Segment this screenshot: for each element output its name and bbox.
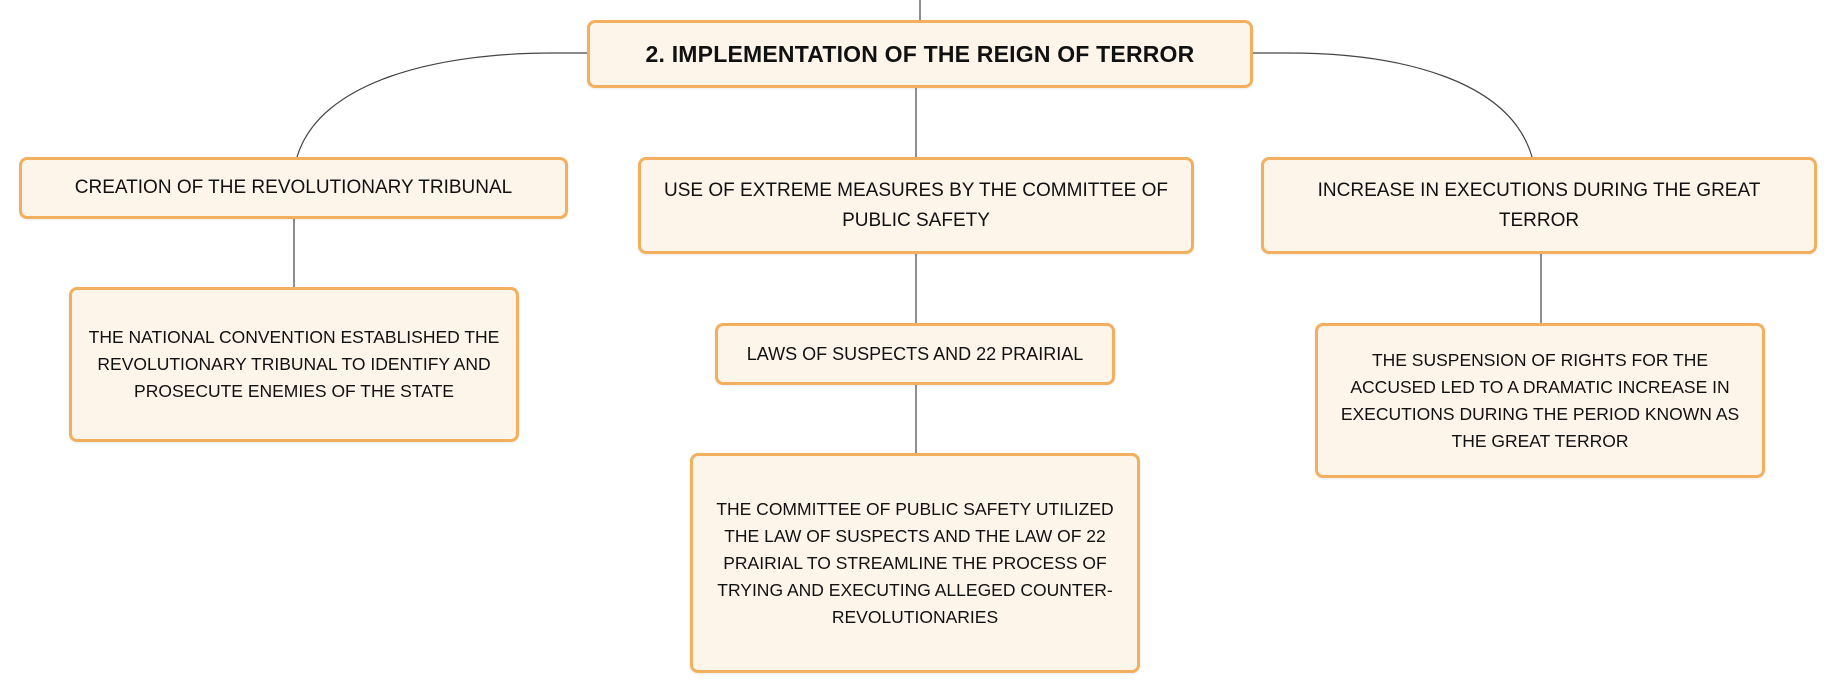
branch-node-revolutionary-tribunal[interactable] bbox=[19, 157, 568, 219]
connector-root-to-tribunal bbox=[297, 53, 587, 157]
branch-node-label: USE OF EXTREME MEASURES BY THE COMMITTEE OF PUBLIC SAFETY bbox=[664, 179, 1168, 231]
branch-node-laws-of-suspects[interactable] bbox=[715, 323, 1115, 385]
leaf-node-committee-detail[interactable] bbox=[690, 453, 1140, 673]
branch-node-label: INCREASE IN EXECUTIONS DURING THE GREAT TERROR bbox=[1317, 179, 1761, 231]
leaf-node-label: THE SUSPENSION OF RIGHTS FOR THE ACCUSED LED TO A DRAMATIC INCREASE IN EXECUTIONS DURING THE PERIOD KNOWN AS THE GREAT TERROR bbox=[1340, 349, 1740, 451]
leaf-node-tribunal-detail[interactable] bbox=[69, 287, 519, 442]
root-node[interactable] bbox=[587, 20, 1253, 88]
leaf-node-executions-detail[interactable] bbox=[1315, 323, 1765, 478]
root-node-label: 2. IMPLEMENTATION OF THE REIGN OF TERROR bbox=[645, 40, 1195, 67]
branch-node-increase-executions[interactable] bbox=[1261, 157, 1817, 254]
branch-node-label: CREATION OF THE REVOLUTIONARY TRIBUNAL bbox=[74, 177, 513, 198]
branch-node-extreme-measures[interactable] bbox=[638, 157, 1194, 254]
branch-node-label: LAWS OF SUSPECTS AND 22 PRAIRIAL bbox=[746, 344, 1084, 364]
connector-root-to-executions bbox=[1253, 53, 1532, 157]
leaf-node-label: THE NATIONAL CONVENTION ESTABLISHED THE REVOLUTIONARY TRIBUNAL TO IDENTIFY AND PROSECUTE ENEMIES OF THE STATE bbox=[88, 327, 500, 401]
leaf-node-label: THE COMMITTEE OF PUBLIC SAFETY UTILIZED THE LAW OF SUSPECTS AND THE LAW OF 22 PRAIRIAL TO STREAMLINE THE PROCESS OF TRYING AND EXECUTING ALLEGED COUNTER-REVOLUTIONARIES bbox=[716, 498, 1114, 627]
